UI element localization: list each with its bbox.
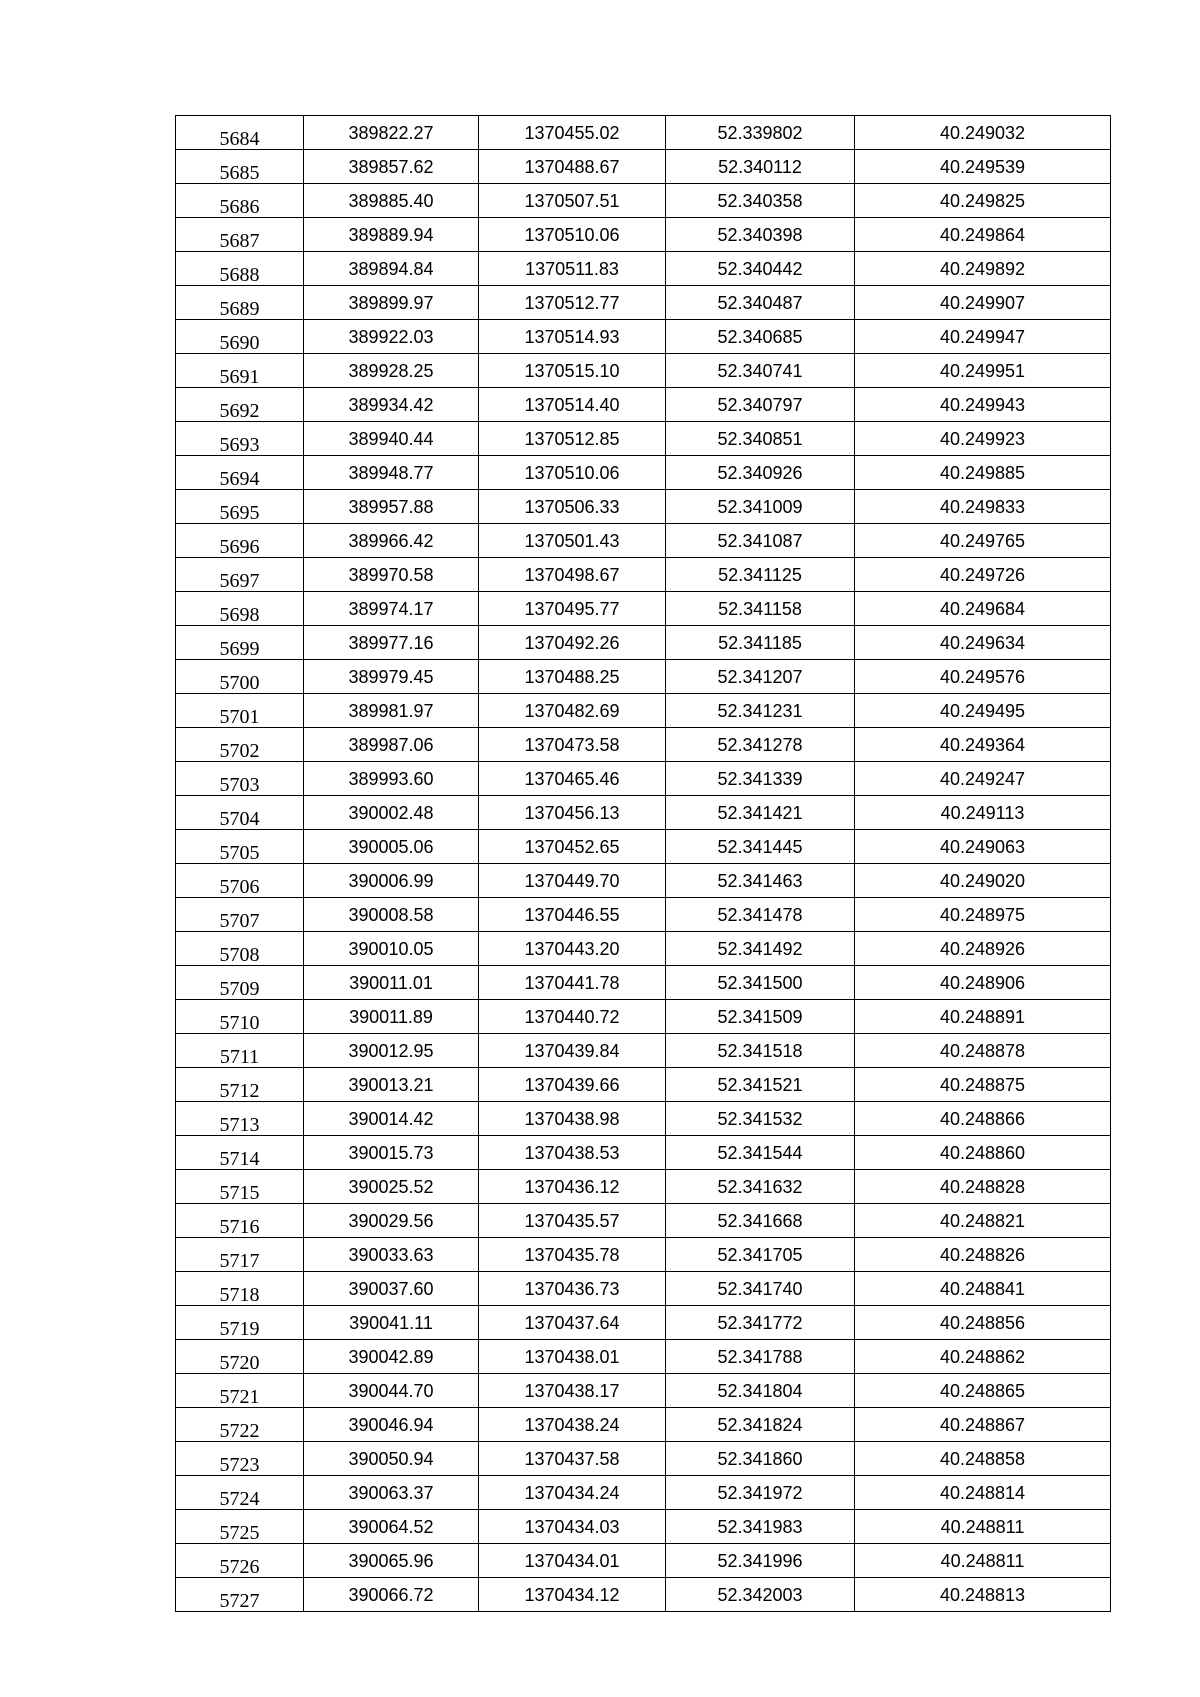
x-coordinate-cell: 389966.42 — [304, 524, 479, 558]
x-coordinate-cell: 390002.48 — [304, 796, 479, 830]
longitude-cell: 40.249063 — [855, 830, 1111, 864]
table-row — [176, 184, 1111, 218]
longitude-cell: 40.249885 — [855, 456, 1111, 490]
table-row — [176, 626, 1111, 660]
latitude-cell: 52.340398 — [666, 218, 855, 252]
latitude-cell: 52.340685 — [666, 320, 855, 354]
latitude-cell: 52.341509 — [666, 1000, 855, 1034]
y-coordinate-cell: 1370437.64 — [479, 1306, 666, 1340]
y-coordinate-cell: 1370488.67 — [479, 150, 666, 184]
table-row — [176, 490, 1111, 524]
point-number-cell: 5705 — [176, 830, 304, 864]
x-coordinate-cell: 390065.96 — [304, 1544, 479, 1578]
table-row — [176, 1136, 1111, 1170]
latitude-cell: 52.341478 — [666, 898, 855, 932]
y-coordinate-cell: 1370482.69 — [479, 694, 666, 728]
x-coordinate-cell: 390012.95 — [304, 1034, 479, 1068]
x-coordinate-cell: 389974.17 — [304, 592, 479, 626]
y-coordinate-cell: 1370515.10 — [479, 354, 666, 388]
table-row — [176, 218, 1111, 252]
point-number-cell: 5714 — [176, 1136, 304, 1170]
table-row — [176, 1204, 1111, 1238]
coordinates-table — [175, 115, 1111, 1612]
table-row — [176, 388, 1111, 422]
point-number-cell: 5707 — [176, 898, 304, 932]
y-coordinate-cell: 1370443.20 — [479, 932, 666, 966]
longitude-cell: 40.248811 — [855, 1544, 1111, 1578]
x-coordinate-cell: 389928.25 — [304, 354, 479, 388]
y-coordinate-cell: 1370436.12 — [479, 1170, 666, 1204]
table-row — [176, 524, 1111, 558]
latitude-cell: 52.341705 — [666, 1238, 855, 1272]
table-row — [176, 320, 1111, 354]
longitude-cell: 40.248926 — [855, 932, 1111, 966]
x-coordinate-cell: 389899.97 — [304, 286, 479, 320]
longitude-cell: 40.248860 — [855, 1136, 1111, 1170]
x-coordinate-cell: 390064.52 — [304, 1510, 479, 1544]
x-coordinate-cell: 390025.52 — [304, 1170, 479, 1204]
x-coordinate-cell: 389857.62 — [304, 150, 479, 184]
table-row — [176, 456, 1111, 490]
x-coordinate-cell: 389987.06 — [304, 728, 479, 762]
x-coordinate-cell: 390044.70 — [304, 1374, 479, 1408]
longitude-cell: 40.248862 — [855, 1340, 1111, 1374]
y-coordinate-cell: 1370438.01 — [479, 1340, 666, 1374]
y-coordinate-cell: 1370434.24 — [479, 1476, 666, 1510]
longitude-cell: 40.248856 — [855, 1306, 1111, 1340]
x-coordinate-cell: 390005.06 — [304, 830, 479, 864]
longitude-cell: 40.248821 — [855, 1204, 1111, 1238]
latitude-cell: 52.341500 — [666, 966, 855, 1000]
x-coordinate-cell: 390015.73 — [304, 1136, 479, 1170]
y-coordinate-cell: 1370455.02 — [479, 116, 666, 150]
table-row — [176, 252, 1111, 286]
x-coordinate-cell: 390041.11 — [304, 1306, 479, 1340]
table-row — [176, 1510, 1111, 1544]
latitude-cell: 52.341632 — [666, 1170, 855, 1204]
table-row — [176, 1578, 1111, 1612]
latitude-cell: 52.342003 — [666, 1578, 855, 1612]
latitude-cell: 52.341824 — [666, 1408, 855, 1442]
point-number-cell: 5726 — [176, 1544, 304, 1578]
longitude-cell: 40.249825 — [855, 184, 1111, 218]
x-coordinate-cell: 390033.63 — [304, 1238, 479, 1272]
point-number-cell: 5691 — [176, 354, 304, 388]
longitude-cell: 40.248814 — [855, 1476, 1111, 1510]
latitude-cell: 52.340741 — [666, 354, 855, 388]
x-coordinate-cell: 389993.60 — [304, 762, 479, 796]
point-number-cell: 5693 — [176, 422, 304, 456]
point-number-cell: 5703 — [176, 762, 304, 796]
y-coordinate-cell: 1370439.66 — [479, 1068, 666, 1102]
y-coordinate-cell: 1370512.85 — [479, 422, 666, 456]
y-coordinate-cell: 1370514.40 — [479, 388, 666, 422]
y-coordinate-cell: 1370498.67 — [479, 558, 666, 592]
latitude-cell: 52.341445 — [666, 830, 855, 864]
latitude-cell: 52.341860 — [666, 1442, 855, 1476]
y-coordinate-cell: 1370506.33 — [479, 490, 666, 524]
latitude-cell: 52.339802 — [666, 116, 855, 150]
x-coordinate-cell: 390042.89 — [304, 1340, 479, 1374]
x-coordinate-cell: 390037.60 — [304, 1272, 479, 1306]
table-row — [176, 1340, 1111, 1374]
longitude-cell: 40.249923 — [855, 422, 1111, 456]
longitude-cell: 40.249634 — [855, 626, 1111, 660]
y-coordinate-cell: 1370473.58 — [479, 728, 666, 762]
table-body — [176, 116, 1111, 1612]
y-coordinate-cell: 1370492.26 — [479, 626, 666, 660]
latitude-cell: 52.341532 — [666, 1102, 855, 1136]
table-row — [176, 898, 1111, 932]
longitude-cell: 40.249684 — [855, 592, 1111, 626]
y-coordinate-cell: 1370435.78 — [479, 1238, 666, 1272]
table-row — [176, 1442, 1111, 1476]
point-number-cell: 5717 — [176, 1238, 304, 1272]
latitude-cell: 52.341492 — [666, 932, 855, 966]
point-number-cell: 5718 — [176, 1272, 304, 1306]
table-row — [176, 1476, 1111, 1510]
latitude-cell: 52.341421 — [666, 796, 855, 830]
y-coordinate-cell: 1370434.12 — [479, 1578, 666, 1612]
point-number-cell: 5697 — [176, 558, 304, 592]
table-row — [176, 150, 1111, 184]
x-coordinate-cell: 389979.45 — [304, 660, 479, 694]
longitude-cell: 40.249864 — [855, 218, 1111, 252]
longitude-cell: 40.248826 — [855, 1238, 1111, 1272]
point-number-cell: 5713 — [176, 1102, 304, 1136]
point-number-cell: 5716 — [176, 1204, 304, 1238]
table-row — [176, 286, 1111, 320]
y-coordinate-cell: 1370507.51 — [479, 184, 666, 218]
longitude-cell: 40.249765 — [855, 524, 1111, 558]
point-number-cell: 5702 — [176, 728, 304, 762]
table-row — [176, 796, 1111, 830]
longitude-cell: 40.248841 — [855, 1272, 1111, 1306]
longitude-cell: 40.248878 — [855, 1034, 1111, 1068]
latitude-cell: 52.341158 — [666, 592, 855, 626]
longitude-cell: 40.248865 — [855, 1374, 1111, 1408]
table-row — [176, 1408, 1111, 1442]
latitude-cell: 52.341087 — [666, 524, 855, 558]
point-number-cell: 5719 — [176, 1306, 304, 1340]
point-number-cell: 5686 — [176, 184, 304, 218]
y-coordinate-cell: 1370435.57 — [479, 1204, 666, 1238]
longitude-cell: 40.248858 — [855, 1442, 1111, 1476]
latitude-cell: 52.341009 — [666, 490, 855, 524]
y-coordinate-cell: 1370438.53 — [479, 1136, 666, 1170]
point-number-cell: 5698 — [176, 592, 304, 626]
point-number-cell: 5704 — [176, 796, 304, 830]
point-number-cell: 5727 — [176, 1578, 304, 1612]
point-number-cell: 5688 — [176, 252, 304, 286]
longitude-cell: 40.249032 — [855, 116, 1111, 150]
latitude-cell: 52.341668 — [666, 1204, 855, 1238]
point-number-cell: 5706 — [176, 864, 304, 898]
table-row — [176, 830, 1111, 864]
x-coordinate-cell: 389948.77 — [304, 456, 479, 490]
longitude-cell: 40.249113 — [855, 796, 1111, 830]
longitude-cell: 40.249539 — [855, 150, 1111, 184]
latitude-cell: 52.340487 — [666, 286, 855, 320]
y-coordinate-cell: 1370456.13 — [479, 796, 666, 830]
point-number-cell: 5696 — [176, 524, 304, 558]
table-row — [176, 728, 1111, 762]
latitude-cell: 52.340797 — [666, 388, 855, 422]
point-number-cell: 5689 — [176, 286, 304, 320]
point-number-cell: 5723 — [176, 1442, 304, 1476]
y-coordinate-cell: 1370514.93 — [479, 320, 666, 354]
table-row — [176, 592, 1111, 626]
longitude-cell: 40.249020 — [855, 864, 1111, 898]
latitude-cell: 52.341339 — [666, 762, 855, 796]
y-coordinate-cell: 1370436.73 — [479, 1272, 666, 1306]
longitude-cell: 40.248866 — [855, 1102, 1111, 1136]
y-coordinate-cell: 1370441.78 — [479, 966, 666, 1000]
latitude-cell: 52.341231 — [666, 694, 855, 728]
table-row — [176, 1238, 1111, 1272]
point-number-cell: 5710 — [176, 1000, 304, 1034]
x-coordinate-cell: 390011.01 — [304, 966, 479, 1000]
y-coordinate-cell: 1370501.43 — [479, 524, 666, 558]
y-coordinate-cell: 1370512.77 — [479, 286, 666, 320]
latitude-cell: 52.341518 — [666, 1034, 855, 1068]
table-row — [176, 864, 1111, 898]
table-row — [176, 660, 1111, 694]
latitude-cell: 52.341278 — [666, 728, 855, 762]
x-coordinate-cell: 389957.88 — [304, 490, 479, 524]
x-coordinate-cell: 390013.21 — [304, 1068, 479, 1102]
longitude-cell: 40.248811 — [855, 1510, 1111, 1544]
point-number-cell: 5712 — [176, 1068, 304, 1102]
point-number-cell: 5725 — [176, 1510, 304, 1544]
point-number-cell: 5699 — [176, 626, 304, 660]
x-coordinate-cell: 390029.56 — [304, 1204, 479, 1238]
longitude-cell: 40.249495 — [855, 694, 1111, 728]
latitude-cell: 52.341788 — [666, 1340, 855, 1374]
longitude-cell: 40.249364 — [855, 728, 1111, 762]
table-row — [176, 1306, 1111, 1340]
table-row — [176, 1544, 1111, 1578]
table-row — [176, 762, 1111, 796]
point-number-cell: 5694 — [176, 456, 304, 490]
y-coordinate-cell: 1370488.25 — [479, 660, 666, 694]
table-row — [176, 1272, 1111, 1306]
point-number-cell: 5684 — [176, 116, 304, 150]
table-row — [176, 694, 1111, 728]
latitude-cell: 52.341804 — [666, 1374, 855, 1408]
longitude-cell: 40.248813 — [855, 1578, 1111, 1612]
point-number-cell: 5692 — [176, 388, 304, 422]
y-coordinate-cell: 1370439.84 — [479, 1034, 666, 1068]
latitude-cell: 52.341983 — [666, 1510, 855, 1544]
table-row — [176, 354, 1111, 388]
longitude-cell: 40.249833 — [855, 490, 1111, 524]
table-row — [176, 422, 1111, 456]
point-number-cell: 5721 — [176, 1374, 304, 1408]
x-coordinate-cell: 389977.16 — [304, 626, 479, 660]
y-coordinate-cell: 1370437.58 — [479, 1442, 666, 1476]
table-row — [176, 966, 1111, 1000]
longitude-cell: 40.248975 — [855, 898, 1111, 932]
longitude-cell: 40.248875 — [855, 1068, 1111, 1102]
longitude-cell: 40.248867 — [855, 1408, 1111, 1442]
longitude-cell: 40.249951 — [855, 354, 1111, 388]
point-number-cell: 5700 — [176, 660, 304, 694]
latitude-cell: 52.341125 — [666, 558, 855, 592]
x-coordinate-cell: 390063.37 — [304, 1476, 479, 1510]
point-number-cell: 5701 — [176, 694, 304, 728]
x-coordinate-cell: 389894.84 — [304, 252, 479, 286]
longitude-cell: 40.248828 — [855, 1170, 1111, 1204]
y-coordinate-cell: 1370465.46 — [479, 762, 666, 796]
longitude-cell: 40.249943 — [855, 388, 1111, 422]
point-number-cell: 5715 — [176, 1170, 304, 1204]
table-row — [176, 1374, 1111, 1408]
longitude-cell: 40.249576 — [855, 660, 1111, 694]
latitude-cell: 52.340442 — [666, 252, 855, 286]
table-row — [176, 1068, 1111, 1102]
point-number-cell: 5711 — [176, 1034, 304, 1068]
x-coordinate-cell: 389981.97 — [304, 694, 479, 728]
latitude-cell: 52.340851 — [666, 422, 855, 456]
x-coordinate-cell: 390046.94 — [304, 1408, 479, 1442]
latitude-cell: 52.341996 — [666, 1544, 855, 1578]
x-coordinate-cell: 390014.42 — [304, 1102, 479, 1136]
latitude-cell: 52.341740 — [666, 1272, 855, 1306]
x-coordinate-cell: 389934.42 — [304, 388, 479, 422]
y-coordinate-cell: 1370438.17 — [479, 1374, 666, 1408]
latitude-cell: 52.340112 — [666, 150, 855, 184]
x-coordinate-cell: 389922.03 — [304, 320, 479, 354]
table-row — [176, 1000, 1111, 1034]
longitude-cell: 40.249247 — [855, 762, 1111, 796]
x-coordinate-cell: 390006.99 — [304, 864, 479, 898]
point-number-cell: 5709 — [176, 966, 304, 1000]
longitude-cell: 40.248906 — [855, 966, 1111, 1000]
x-coordinate-cell: 390066.72 — [304, 1578, 479, 1612]
latitude-cell: 52.340358 — [666, 184, 855, 218]
table-row — [176, 558, 1111, 592]
longitude-cell: 40.249892 — [855, 252, 1111, 286]
latitude-cell: 52.341772 — [666, 1306, 855, 1340]
x-coordinate-cell: 389889.94 — [304, 218, 479, 252]
longitude-cell: 40.249726 — [855, 558, 1111, 592]
table-row — [176, 932, 1111, 966]
table-row — [176, 116, 1111, 150]
point-number-cell: 5685 — [176, 150, 304, 184]
latitude-cell: 52.341521 — [666, 1068, 855, 1102]
point-number-cell: 5722 — [176, 1408, 304, 1442]
point-number-cell: 5690 — [176, 320, 304, 354]
latitude-cell: 52.341972 — [666, 1476, 855, 1510]
y-coordinate-cell: 1370446.55 — [479, 898, 666, 932]
latitude-cell: 52.340926 — [666, 456, 855, 490]
point-number-cell: 5687 — [176, 218, 304, 252]
longitude-cell: 40.249907 — [855, 286, 1111, 320]
y-coordinate-cell: 1370434.01 — [479, 1544, 666, 1578]
y-coordinate-cell: 1370511.83 — [479, 252, 666, 286]
table-row — [176, 1170, 1111, 1204]
longitude-cell: 40.248891 — [855, 1000, 1111, 1034]
x-coordinate-cell: 390010.05 — [304, 932, 479, 966]
point-number-cell: 5695 — [176, 490, 304, 524]
x-coordinate-cell: 389940.44 — [304, 422, 479, 456]
y-coordinate-cell: 1370449.70 — [479, 864, 666, 898]
point-number-cell: 5708 — [176, 932, 304, 966]
y-coordinate-cell: 1370438.98 — [479, 1102, 666, 1136]
y-coordinate-cell: 1370495.77 — [479, 592, 666, 626]
point-number-cell: 5720 — [176, 1340, 304, 1374]
longitude-cell: 40.249947 — [855, 320, 1111, 354]
x-coordinate-cell: 389970.58 — [304, 558, 479, 592]
point-number-cell: 5724 — [176, 1476, 304, 1510]
x-coordinate-cell: 389822.27 — [304, 116, 479, 150]
y-coordinate-cell: 1370510.06 — [479, 218, 666, 252]
latitude-cell: 52.341544 — [666, 1136, 855, 1170]
latitude-cell: 52.341207 — [666, 660, 855, 694]
y-coordinate-cell: 1370452.65 — [479, 830, 666, 864]
table-row — [176, 1034, 1111, 1068]
latitude-cell: 52.341463 — [666, 864, 855, 898]
y-coordinate-cell: 1370510.06 — [479, 456, 666, 490]
x-coordinate-cell: 390008.58 — [304, 898, 479, 932]
table-row — [176, 1102, 1111, 1136]
x-coordinate-cell: 390011.89 — [304, 1000, 479, 1034]
latitude-cell: 52.341185 — [666, 626, 855, 660]
y-coordinate-cell: 1370434.03 — [479, 1510, 666, 1544]
y-coordinate-cell: 1370440.72 — [479, 1000, 666, 1034]
y-coordinate-cell: 1370438.24 — [479, 1408, 666, 1442]
x-coordinate-cell: 390050.94 — [304, 1442, 479, 1476]
x-coordinate-cell: 389885.40 — [304, 184, 479, 218]
